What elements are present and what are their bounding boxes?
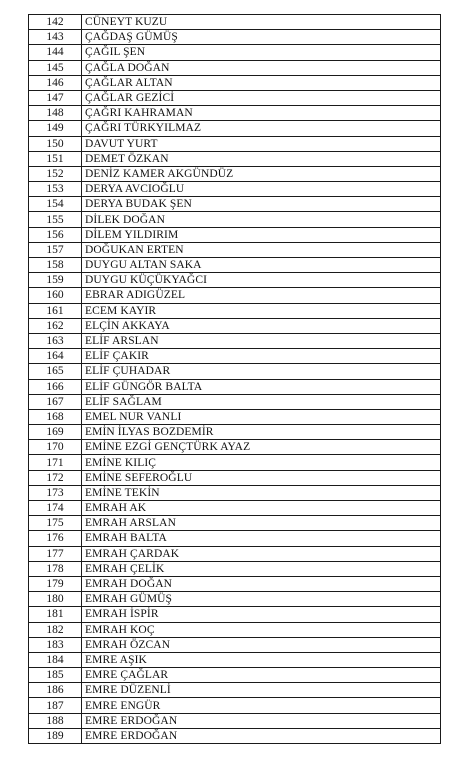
row-number: 149	[29, 121, 82, 136]
row-number: 176	[29, 531, 82, 546]
table-row	[29, 698, 441, 713]
document-page	[28, 14, 441, 744]
row-number: 184	[29, 652, 82, 667]
table-row	[29, 683, 441, 698]
name-list-body	[29, 15, 441, 744]
row-number: 142	[29, 15, 82, 30]
row-number: 160	[29, 288, 82, 303]
person-name: ÇAĞRI KAHRAMAN	[82, 106, 441, 121]
table-row	[29, 637, 441, 652]
table-row	[29, 151, 441, 166]
table-row	[29, 75, 441, 90]
table-row	[29, 652, 441, 667]
person-name: EMRAH İSPİR	[82, 607, 441, 622]
name-list-table	[28, 14, 441, 744]
person-name: DENİZ KAMER AKGÜNDÜZ	[82, 166, 441, 181]
row-number: 147	[29, 90, 82, 105]
table-row	[29, 45, 441, 60]
person-name: EMRAH GÜMÜŞ	[82, 592, 441, 607]
row-number: 185	[29, 668, 82, 683]
person-name: EMRE ÇAĞLAR	[82, 668, 441, 683]
row-number: 143	[29, 30, 82, 45]
person-name: ÇAĞLA DOĞAN	[82, 60, 441, 75]
row-number: 182	[29, 622, 82, 637]
row-number: 152	[29, 166, 82, 181]
table-row	[29, 121, 441, 136]
person-name: DAVUT YURT	[82, 136, 441, 151]
row-number: 187	[29, 698, 82, 713]
person-name: DUYGU ALTAN SAKA	[82, 258, 441, 273]
person-name: ELİF ÇUHADAR	[82, 364, 441, 379]
person-name: ELÇİN AKKAYA	[82, 318, 441, 333]
row-number: 158	[29, 258, 82, 273]
row-number: 171	[29, 455, 82, 470]
row-number: 186	[29, 683, 82, 698]
table-row	[29, 668, 441, 683]
table-row	[29, 60, 441, 75]
row-number: 169	[29, 425, 82, 440]
table-row	[29, 136, 441, 151]
table-row	[29, 531, 441, 546]
table-row	[29, 273, 441, 288]
person-name: EMRAH ÇARDAK	[82, 546, 441, 561]
row-number: 167	[29, 394, 82, 409]
table-row	[29, 182, 441, 197]
person-name: ÇAĞRI TÜRKYILMAZ	[82, 121, 441, 136]
person-name: EMRE ENGÜR	[82, 698, 441, 713]
person-name: DEMET ÖZKAN	[82, 151, 441, 166]
table-row	[29, 379, 441, 394]
table-row	[29, 607, 441, 622]
table-row	[29, 30, 441, 45]
person-name: ELİF GÜNGÖR BALTA	[82, 379, 441, 394]
table-row	[29, 728, 441, 743]
table-row	[29, 576, 441, 591]
table-row	[29, 470, 441, 485]
person-name: ECEM KAYIR	[82, 303, 441, 318]
table-row	[29, 349, 441, 364]
person-name: EMRE ERDOĞAN	[82, 713, 441, 728]
table-row	[29, 425, 441, 440]
row-number: 170	[29, 440, 82, 455]
person-name: DİLEM YILDIRIM	[82, 227, 441, 242]
table-row	[29, 166, 441, 181]
row-number: 180	[29, 592, 82, 607]
row-number: 178	[29, 561, 82, 576]
table-row	[29, 318, 441, 333]
row-number: 179	[29, 576, 82, 591]
person-name: DERYA AVCIOĞLU	[82, 182, 441, 197]
table-row	[29, 440, 441, 455]
person-name: EMRAH ÇELİK	[82, 561, 441, 576]
table-row	[29, 227, 441, 242]
person-name: CÜNEYT KUZU	[82, 15, 441, 30]
person-name: EMİNE SEFEROĞLU	[82, 470, 441, 485]
person-name: ELİF SAĞLAM	[82, 394, 441, 409]
person-name: EMİN İLYAS BOZDEMİR	[82, 425, 441, 440]
table-row	[29, 501, 441, 516]
table-row	[29, 15, 441, 30]
table-row	[29, 516, 441, 531]
row-number: 159	[29, 273, 82, 288]
table-row	[29, 485, 441, 500]
person-name: DİLEK DOĞAN	[82, 212, 441, 227]
person-name: EMRAH ARSLAN	[82, 516, 441, 531]
person-name: EMEL NUR VANLI	[82, 409, 441, 424]
table-row	[29, 592, 441, 607]
row-number: 166	[29, 379, 82, 394]
person-name: DUYGU KÜÇÜKYAĞCI	[82, 273, 441, 288]
person-name: ELİF ARSLAN	[82, 333, 441, 348]
row-number: 154	[29, 197, 82, 212]
row-number: 144	[29, 45, 82, 60]
table-row	[29, 455, 441, 470]
row-number: 173	[29, 485, 82, 500]
row-number: 151	[29, 151, 82, 166]
row-number: 165	[29, 364, 82, 379]
person-name: EMRAH KOÇ	[82, 622, 441, 637]
person-name: EMRAH AK	[82, 501, 441, 516]
row-number: 188	[29, 713, 82, 728]
person-name: ÇAĞLAR GEZİCİ	[82, 90, 441, 105]
table-row	[29, 546, 441, 561]
person-name: EMRAH DOĞAN	[82, 576, 441, 591]
person-name: ÇAĞLAR ALTAN	[82, 75, 441, 90]
person-name: DERYA BUDAK ŞEN	[82, 197, 441, 212]
row-number: 168	[29, 409, 82, 424]
person-name: EMRAH ÖZCAN	[82, 637, 441, 652]
row-number: 175	[29, 516, 82, 531]
row-number: 157	[29, 242, 82, 257]
person-name: DOĞUKAN ERTEN	[82, 242, 441, 257]
table-row	[29, 303, 441, 318]
row-number: 174	[29, 501, 82, 516]
table-row	[29, 212, 441, 227]
row-number: 148	[29, 106, 82, 121]
table-row	[29, 622, 441, 637]
row-number: 155	[29, 212, 82, 227]
table-row	[29, 333, 441, 348]
table-row	[29, 409, 441, 424]
row-number: 183	[29, 637, 82, 652]
table-row	[29, 90, 441, 105]
row-number: 163	[29, 333, 82, 348]
row-number: 153	[29, 182, 82, 197]
person-name: EMRE ERDOĞAN	[82, 728, 441, 743]
table-row	[29, 713, 441, 728]
row-number: 181	[29, 607, 82, 622]
table-row	[29, 106, 441, 121]
person-name: EBRAR ADIGÜZEL	[82, 288, 441, 303]
table-row	[29, 258, 441, 273]
row-number: 146	[29, 75, 82, 90]
person-name: EMRAH BALTA	[82, 531, 441, 546]
row-number: 145	[29, 60, 82, 75]
table-row	[29, 561, 441, 576]
row-number: 164	[29, 349, 82, 364]
table-row	[29, 364, 441, 379]
row-number: 172	[29, 470, 82, 485]
row-number: 189	[29, 728, 82, 743]
person-name: EMRE AŞIK	[82, 652, 441, 667]
person-name: EMRE DÜZENLİ	[82, 683, 441, 698]
person-name: EMİNE EZGİ GENÇTÜRK AYAZ	[82, 440, 441, 455]
person-name: EMİNE TEKİN	[82, 485, 441, 500]
person-name: ÇAĞIL ŞEN	[82, 45, 441, 60]
row-number: 150	[29, 136, 82, 151]
table-row	[29, 288, 441, 303]
person-name: EMİNE KILIÇ	[82, 455, 441, 470]
row-number: 177	[29, 546, 82, 561]
person-name: ELİF ÇAKIR	[82, 349, 441, 364]
table-row	[29, 197, 441, 212]
row-number: 162	[29, 318, 82, 333]
table-row	[29, 242, 441, 257]
person-name: ÇAĞDAŞ GÜMÜŞ	[82, 30, 441, 45]
table-row	[29, 394, 441, 409]
row-number: 156	[29, 227, 82, 242]
row-number: 161	[29, 303, 82, 318]
